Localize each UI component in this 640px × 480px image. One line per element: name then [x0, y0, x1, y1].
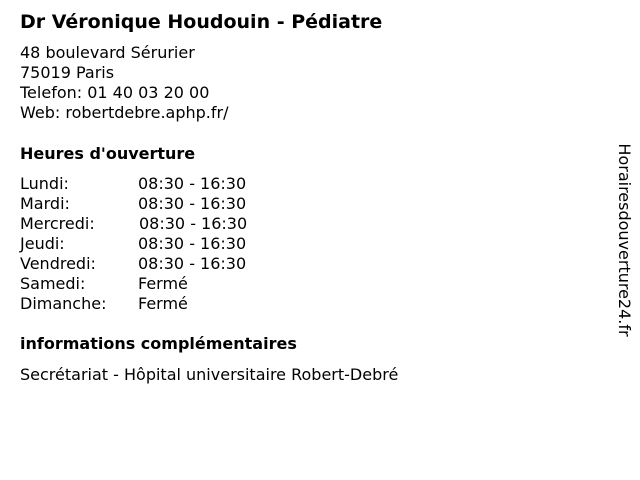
- page-title: Dr Véronique Houdouin - Pédiatre: [20, 11, 383, 33]
- day-label: Dimanche:: [20, 294, 107, 313]
- day-label: Vendredi:: [20, 254, 96, 273]
- hours-value: 08:30 - 16:30: [139, 214, 248, 233]
- website: Web: robertdebre.aphp.fr/: [20, 103, 229, 122]
- additional-info-heading: informations complémentaires: [20, 334, 297, 353]
- hours-value: 08:30 - 16:30: [138, 234, 247, 253]
- day-label: Jeudi:: [20, 234, 65, 253]
- opening-hours-heading: Heures d'ouverture: [20, 144, 196, 163]
- day-label: Lundi:: [20, 174, 69, 193]
- hours-value: 08:30 - 16:30: [138, 174, 247, 193]
- phone-number: Telefon: 01 40 03 20 00: [20, 83, 210, 102]
- site-watermark: Horairesdouverture24.fr: [615, 143, 634, 337]
- additional-info-text: Secrétariat - Hôpital universitaire Robert-Debré: [20, 365, 399, 384]
- street-address: 48 boulevard Sérurier: [20, 43, 195, 62]
- hours-value: 08:30 - 16:30: [138, 194, 247, 213]
- day-label: Samedi:: [20, 274, 86, 293]
- address-block: [20, 43, 228, 123]
- hours-value: Fermé: [138, 274, 188, 293]
- hours-value: 08:30 - 16:30: [138, 254, 247, 273]
- city: 75019 Paris: [20, 63, 115, 82]
- day-label: Mardi:: [20, 194, 70, 213]
- day-label: Mercredi:: [20, 214, 95, 233]
- hours-value: Fermé: [138, 294, 188, 313]
